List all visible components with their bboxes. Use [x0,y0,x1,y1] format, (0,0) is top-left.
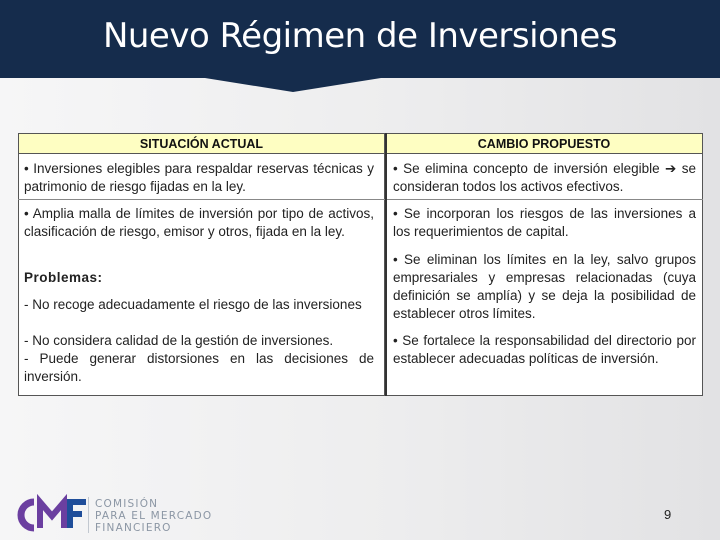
right-bullet-3: • Se eliminan los límites en la ley, salvo grupos empresariales y empresas relacionadas (cuya definición se amplía) y se deja la posibilidad de establecer otros límites. [393,252,696,321]
title-bar-tab [205,78,381,92]
problem-1: - No recoge adecuadamente el riesgo de las inversiones [24,297,362,312]
right-bullet-1 [393,160,696,196]
logo-separator [88,497,89,533]
logo-line-1: COMISIÓN [95,498,159,510]
logo-line-2: PARA EL MERCADO [95,510,213,522]
left-bullet-2: • Amplia malla de límites de inversión por tipo de activos, clasificación de riesgo, emisor y otros, fijada en la ley. [24,206,374,239]
right-bullet-1-text: • Se elimina concepto de inversión elegible [393,161,660,176]
right-bullet-1-suffix: se consideran todos los activos efectivos. [393,161,696,194]
problem-3: - Puede generar distorsiones en las decisiones de inversión. [24,351,374,384]
logo-line-3: FINANCIERO [95,522,172,534]
right-bullet-4: • Se fortalece la responsabilidad del directorio por establecer adecuadas políticas de inversión. [393,333,696,366]
problems-title: Problemas: [24,270,103,285]
right-arrow-icon: ➔ [665,161,677,176]
left-bullet-1: • Inversiones elegibles para respaldar reservas técnicas y patrimonio de riesgo fijadas en la ley. [24,161,374,194]
row-divider [18,199,703,200]
logo-wordmark [95,498,212,534]
right-bullet-2: • Se incorporan los riesgos de las inversiones a los requerimientos de capital. [393,206,696,239]
header-cambio-propuesto: CAMBIO PROPUESTO [385,133,703,154]
header-situacion-actual: SITUACIÓN ACTUAL [18,133,385,154]
column-divider [385,133,387,396]
problem-2: - No considera calidad de la gestión de inversiones. [24,333,334,348]
page-number: 9 [664,507,672,522]
comparison-table [18,133,703,396]
slide-title: Nuevo Régimen de Inversiones [102,16,618,56]
